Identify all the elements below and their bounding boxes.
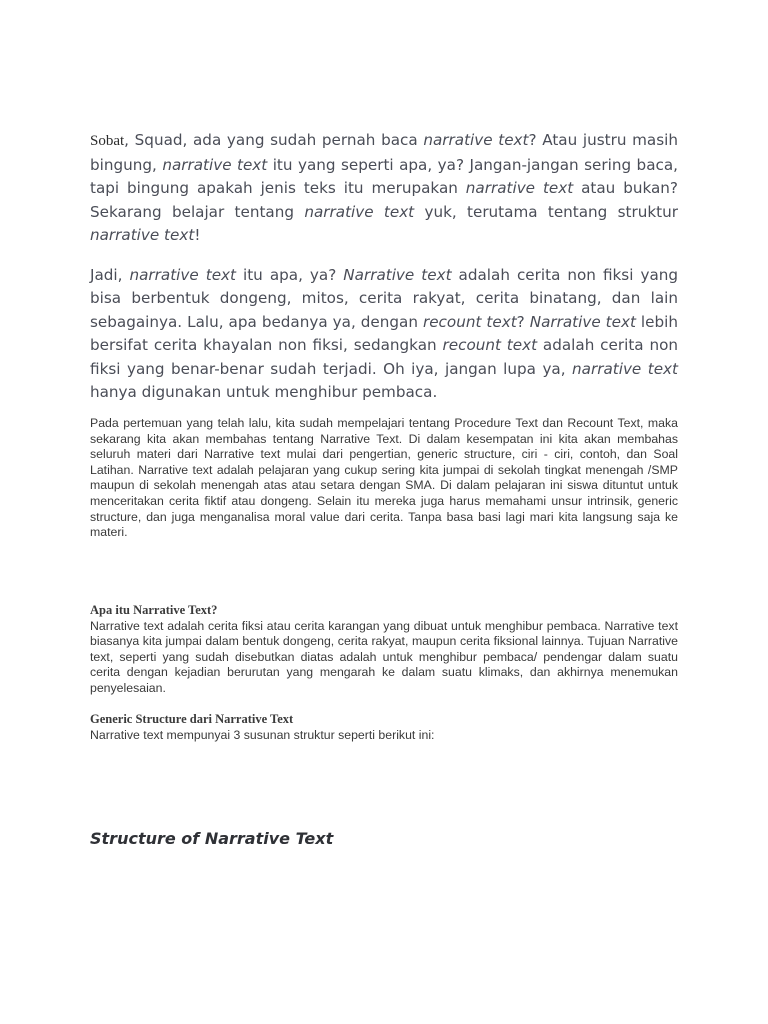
definition-section [90,603,678,697]
opening-paragraph: Pada pertemuan yang telah lalu, kita sudah mempelajari tentang Procedure Text dan Recount Text, maka sekarang kita akan membahas tentang Narrative Text. Di dalam kesempatan ini kita akan membahas seluruh materi dari Narrative text mulai dari pengertian, generic structure, ciri - ciri, contoh, dan Soal Latihan. Narrative text adalah pelajaran yang cukup sering kita jumpai di sekolah tingkat menengah /SMP maupun di sekolah menengah atas atau setara dengan SMA. Di dalam pelajaran ini siswa dituntut untuk menceritakan cerita fiktif atau dongeng. Selain itu mereka juga harus memahami unsur intrinsik, generic structure, dan juga menganalisa moral value dari cerita. Tanpa basa basi lagi mari kita langsung saja ke materi. [90,416,678,540]
structure-title-section [90,829,678,848]
intro-sobat: Sobat [90,133,125,149]
generic-structure-body: Narrative text mempunyai 3 susunan struktur seperti berikut ini: [90,727,435,742]
definition-body: Narrative text adalah cerita fiksi atau cerita karangan yang dibuat untuk menghibur pembaca. Narrative text biasanya kita jumpai dalam bentuk dongeng, cerita rakyat, maupun cerita fiksional lainnya. Tujuan Narrative text, seperti yang sudah disebutkan diatas adalah untuk menghibur pembaca/ pendengar dalam suatu cerita dengan kejadian berurutan yang mengarah ke dalam suatu klimaks, dan akhirnya menemukan penyelesaian. [90,618,678,695]
structure-title: Structure of Narrative Text [90,829,334,848]
intro-section [90,129,678,405]
intro-paragraph-1: Sobat, Squad, ada yang sudah pernah baca narrative text? Atau justru masih bingung, narrative text itu yang seperti apa, ya? Jangan-jangan sering baca, tapi bingung apakah jenis teks itu merupakan narrative text atau bukan? Sekarang belajar tentang narrative text yuk, terutama tentang struktur narrative text! [90,131,678,244]
opening-section [90,416,678,541]
definition-heading: Apa itu Narrative Text? [90,603,218,617]
intro-paragraph-2: Jadi, narrative text itu apa, ya? Narrative text adalah cerita non fiksi yang bisa berbentuk dongeng, mitos, cerita rakyat, cerita binatang, dan lain sebagainya. Lalu, apa bedanya ya, dengan recount text? Narrative text lebih bersifat cerita khayalan non fiksi, sedangkan recount text adalah cerita non fiksi yang benar-benar sudah terjadi. Oh iya, jangan lupa ya, narrative text hanya digunakan untuk menghibur pembaca. [90,265,679,401]
generic-structure-heading: Generic Structure dari Narrative Text [90,712,294,726]
generic-structure-section [90,712,678,743]
